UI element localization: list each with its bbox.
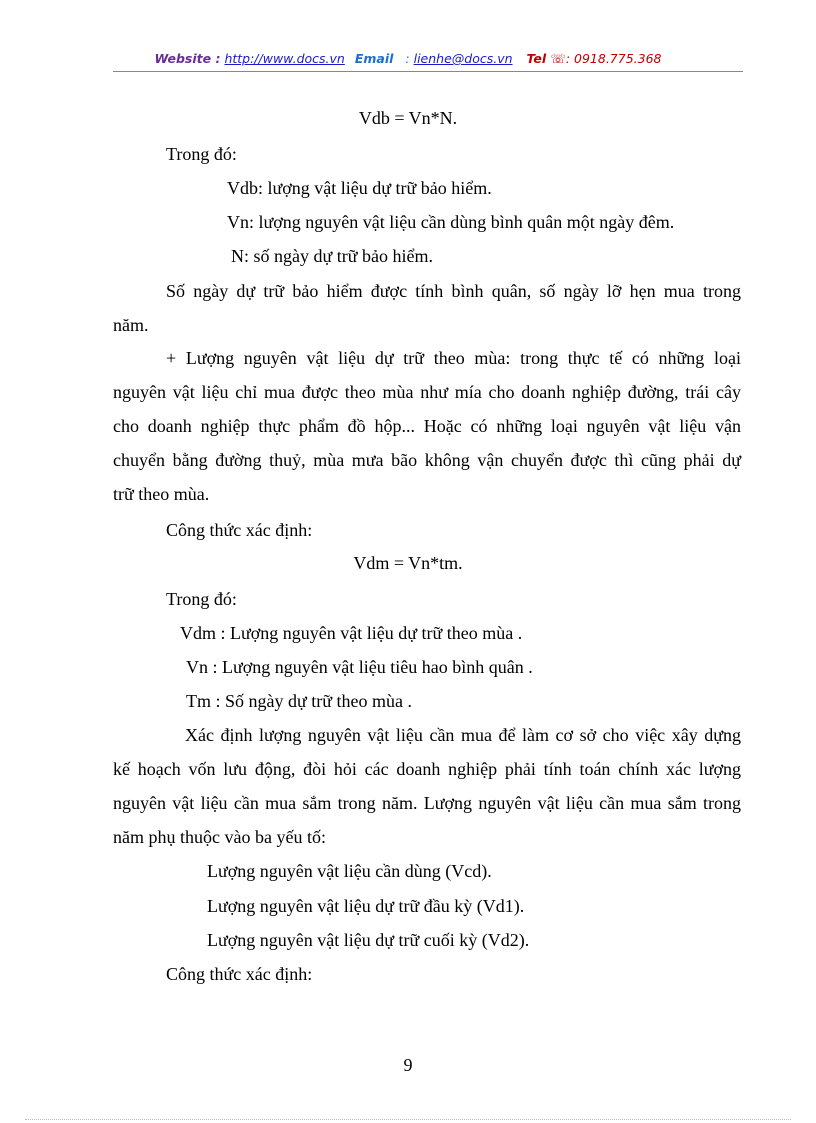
page-bottom-border bbox=[25, 1119, 791, 1120]
text-line: nguyên vật liệu cần mua sắm trong năm. Lượng nguyên vật liệu cần mua sắm trong bbox=[113, 793, 741, 813]
phone-icon: ☏ bbox=[550, 51, 566, 66]
text-line: Công thức xác định: bbox=[166, 964, 313, 984]
text-line: cho doanh nghiệp thực phẩm đồ hộp... Hoặc có những loại nguyên vật liệu vận bbox=[113, 416, 741, 436]
tel-label: Tel bbox=[526, 51, 547, 66]
text-line: Lượng nguyên vật liệu dự trữ đầu kỳ (Vd1). bbox=[207, 896, 525, 916]
text-line: Trong đó: bbox=[166, 589, 237, 609]
tel-number: : 0918.775.368 bbox=[565, 51, 662, 66]
page-number: 9 bbox=[403, 1055, 413, 1075]
text-line: Vn: lượng nguyên vật liệu cần dùng bình quân một ngày đêm. bbox=[227, 212, 675, 232]
text-line: năm phụ thuộc vào ba yếu tố: bbox=[113, 827, 326, 847]
text-line: kế hoạch vốn lưu động, đòi hỏi các doanh nghiệp phải tính toán chính xác lượng bbox=[113, 759, 741, 779]
website-link[interactable]: http://www.docs.vn bbox=[224, 51, 345, 66]
formula-vdm: Vdm = Vn*tm. bbox=[353, 553, 463, 573]
text-line: Lượng nguyên vật liệu cần dùng (Vcd). bbox=[207, 861, 492, 881]
text-line: năm. bbox=[113, 315, 149, 335]
page-header bbox=[0, 51, 816, 66]
text-line: Vn : Lượng nguyên vật liệu tiêu hao bình quân . bbox=[186, 657, 533, 677]
text-line: nguyên vật liệu chỉ mua được theo mùa như mía cho doanh nghiệp đường, trái cây bbox=[113, 382, 741, 402]
email-link[interactable]: lienhe@docs.vn bbox=[413, 51, 513, 66]
text-line: + Lượng nguyên vật liệu dự trữ theo mùa: trong thực tế có những loại bbox=[166, 348, 741, 368]
text-line: N: số ngày dự trữ bảo hiểm. bbox=[231, 246, 433, 266]
text-line: chuyển bằng đường thuỷ, mùa mưa bão không vận chuyển được thì cũng phải dự bbox=[113, 450, 741, 470]
header-rule bbox=[113, 71, 743, 72]
email-separator: : bbox=[405, 51, 410, 66]
text-line: Vdb: lượng vật liệu dự trữ bảo hiểm. bbox=[227, 178, 492, 198]
formula-vdb: Vdb = Vn*N. bbox=[358, 108, 458, 128]
text-line: Vdm : Lượng nguyên vật liệu dự trữ theo mùa . bbox=[180, 623, 523, 643]
text-line: Lượng nguyên vật liệu dự trữ cuối kỳ (Vd2). bbox=[207, 930, 530, 950]
website-label: Website : bbox=[154, 51, 221, 66]
text-line: Trong đó: bbox=[166, 144, 237, 164]
text-line: Xác định lượng nguyên vật liệu cần mua để làm cơ sở cho việc xây dựng bbox=[185, 725, 741, 745]
email-label: Email bbox=[354, 51, 394, 66]
text-line: Công thức xác định: bbox=[166, 520, 313, 540]
text-line: trữ theo mùa. bbox=[113, 484, 210, 504]
text-line: Số ngày dự trữ bảo hiểm được tính bình quân, số ngày lỡ hẹn mua trong bbox=[166, 281, 741, 301]
text-line: Tm : Số ngày dự trữ theo mùa . bbox=[186, 691, 412, 711]
